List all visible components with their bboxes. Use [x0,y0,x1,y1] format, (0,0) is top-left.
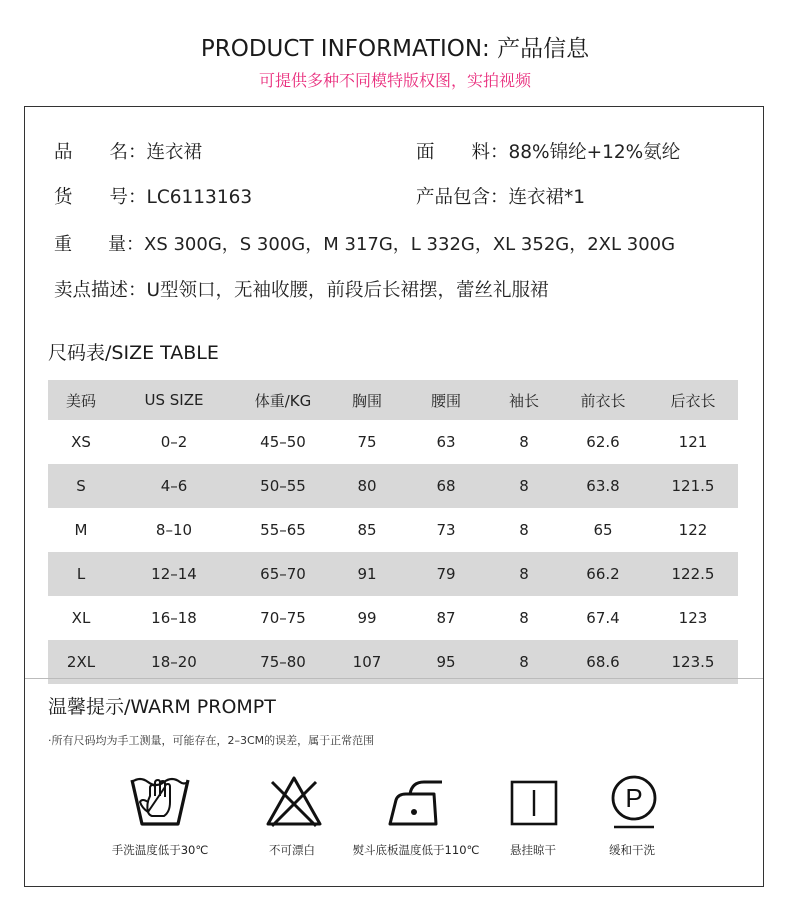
warm-prompt-title: 温馨提示/WARM PROMPT [48,696,276,718]
selling-value: U型领口，无袖收腰，前段后长裙摆，蕾丝礼服裙 [146,280,549,301]
hang-dry-icon [502,772,566,832]
header-cell: 后衣长 [670,391,716,410]
header-cell: 胸围 [351,391,382,410]
table-cell: 70–75 [260,609,306,627]
iron-icon [386,772,450,832]
hang-dry-label: 悬挂晾干 [510,843,556,857]
no-bleach-icon [262,772,326,832]
table-cell: 16–18 [151,609,197,627]
table-row [48,596,738,640]
size-table-header-row [48,380,738,420]
table-cell: 63 [436,433,456,451]
table-row [48,552,738,596]
size-table-title: 尺码表/SIZE TABLE [48,342,219,364]
table-cell: 68.6 [586,653,620,671]
table-cell: 8 [519,653,529,671]
table-cell: 12–14 [151,565,197,583]
table-cell: 65 [593,521,613,539]
table-cell: 99 [357,609,377,627]
info-row-name [54,138,202,164]
info-row-includes [416,183,585,209]
table-cell: 0–2 [160,433,188,451]
table-cell: 68 [436,477,456,495]
table-cell: 62.6 [586,433,620,451]
table-cell: 75–80 [260,653,306,671]
no-bleach-label: 不可漂白 [269,843,315,857]
header-cell: 体重/KG [254,391,312,410]
table-cell: L [76,565,86,583]
dry-clean-label: 缓和干洗 [609,843,655,857]
info-row-weight [54,230,675,256]
header-cell: 腰围 [430,391,461,410]
table-row [48,464,738,508]
size-table [48,380,738,684]
includes-label: 产品包含： [416,187,509,208]
table-cell: 95 [436,653,456,671]
table-cell: 107 [352,653,382,671]
sku-label: 货 号： [54,187,147,208]
table-cell: 8 [519,565,529,583]
name-label: 品 名： [54,142,147,163]
table-cell: 8 [519,433,529,451]
table-cell: 121.5 [671,477,715,495]
header-cell: 美码 [65,391,96,410]
table-row [48,420,738,464]
section-divider [25,678,763,679]
fabric-label: 面 料： [416,142,509,163]
table-cell: 8 [519,477,529,495]
table-cell: 67.4 [586,609,620,627]
svg-text:P: P [625,783,643,813]
hand-wash-icon [128,772,192,832]
table-cell: XS [71,433,91,451]
table-cell: 2XL [66,653,96,671]
table-cell: 73 [436,521,456,539]
hand-wash-label: 手洗温度低于30℃ [111,843,209,857]
header-cell: 袖长 [508,391,539,410]
table-cell: 121 [678,433,708,451]
table-cell: 8 [519,609,529,627]
table-cell: M [74,521,88,539]
header-cell: 前衣长 [580,391,626,410]
table-cell: 75 [357,433,377,451]
table-cell: S [76,477,86,495]
selling-label: 卖点描述： [54,280,147,301]
weight-value: XS 300G，S 300G，M 317G，L 332G，XL 352G，2XL 300G [144,234,676,255]
table-cell: 123.5 [671,653,715,671]
weight-label: 重 量： [54,234,144,255]
table-cell: 122.5 [671,565,715,583]
measurement-note: ·所有尺码均为手工测量，可能存在，2–3CM的误差，属于正常范围 [48,734,375,747]
table-row [48,508,738,552]
table-cell: 55–65 [260,521,306,539]
name-value: 连衣裙 [146,142,203,163]
table-cell: 66.2 [586,565,620,583]
info-row-sku [54,183,252,209]
table-cell: 8 [519,521,529,539]
table-cell: 85 [357,521,377,539]
table-cell: 122 [678,521,708,539]
table-cell: 91 [357,565,377,583]
info-row-fabric [416,138,680,164]
table-cell: 18–20 [151,653,197,671]
table-cell: 45–50 [260,433,306,451]
table-cell: 4–6 [160,477,188,495]
dry-clean-icon [602,772,666,832]
table-cell: 87 [436,609,456,627]
table-cell: 80 [357,477,377,495]
sku-value: LC6113163 [146,187,253,208]
page-title: PRODUCT INFORMATION: 产品信息 [200,36,590,62]
table-cell: XL [71,609,91,627]
info-row-selling [54,276,549,302]
table-cell: 65–70 [260,565,306,583]
table-cell: 8–10 [155,521,193,539]
header-cell: US SIZE [144,391,204,409]
includes-value: 连衣裙*1 [508,187,586,208]
table-cell: 63.8 [586,477,620,495]
table-cell: 79 [436,565,456,583]
iron-label: 熨斗底板温度低于110℃ [352,843,480,857]
table-cell: 123 [678,609,708,627]
page-subtitle: 可提供多种不同模特版权图，实拍视频 [258,71,531,90]
table-cell: 50–55 [260,477,306,495]
fabric-value: 88%锦纶+12%氨纶 [508,142,681,163]
